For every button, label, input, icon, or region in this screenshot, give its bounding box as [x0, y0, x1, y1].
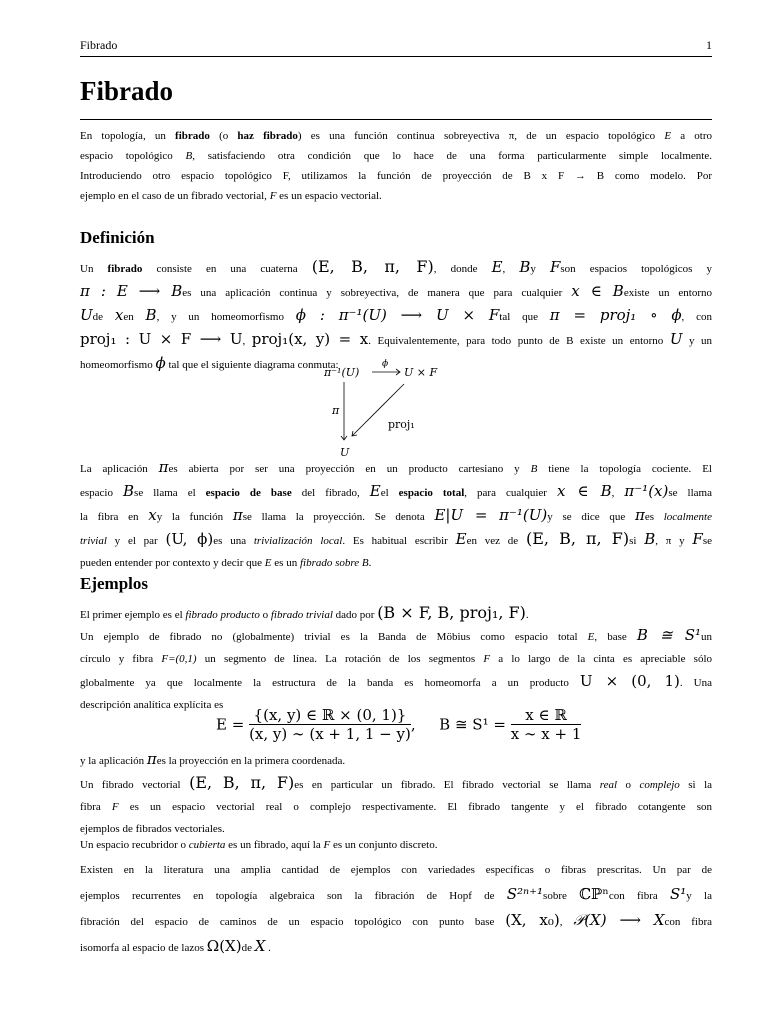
mob-line-1: Un ejemplo de fibrado no (globalmente) trivial es la Banda de Möbius como espacio total E, base B ≅ S¹un: [80, 626, 713, 644]
diagram-phi-label: ϕ: [382, 359, 389, 369]
page-number: 1: [706, 38, 712, 52]
def-line-5: homeomorfismo ϕ tal que el siguiente diagrama conmuta:: [80, 354, 339, 372]
mob-line-2: círculo y fibra F=(0,1) un segmento de línea. La rotación de los segmentos F a lo largo de la cinta es apreciable sólo: [80, 653, 713, 665]
proj-line-2: espacio Bse llama el espacio de base del fibrado, Eel espacio total, para cualquier x ∈ B, π⁻¹(x)se llama: [80, 482, 712, 500]
def-line-1: Un fibrado consiste en una cuaterna (E, B, π, F), donde E, By Fson espacios topológicos y: [80, 257, 712, 276]
eq-fraction-2: [511, 706, 582, 743]
proj-line-3: la fibra en xy la función πse llama la proyección. Se denota E|U = π⁻¹(U)y se dice que πes localmente: [80, 506, 712, 524]
section-heading-definicion: Definición: [80, 228, 155, 247]
intro-line-4: ejemplo en el caso de un fibrado vectorial, F es un espacio vectorial.: [80, 190, 382, 202]
proj-line-4: trivial y el par (U, ϕ)es una trivialización local. Es habitual escribir Een vez de (E, B, π, F)si B, π y Fse: [80, 529, 713, 548]
eq-fraction-1: [249, 706, 411, 743]
eq-comma: ,: [410, 715, 416, 734]
def-line-2: π : E ⟶ Bes una aplicación continua y sobreyectiva, de manera que para cualquier x ∈ Bexiste un entorno: [80, 282, 713, 300]
def-line-4: proj₁ : U × F ⟶ U, proj₁(x, y) = x. Equivalentemente, para todo punto de B existe un entorno U y un: [80, 330, 712, 348]
eq-mid: B ≅ S¹ =: [439, 715, 506, 734]
title-rule: [80, 119, 712, 120]
example-product: [80, 602, 712, 626]
diagram-top-left: π⁻¹(U): [324, 366, 360, 379]
diagram-proj-label: proj₁: [388, 418, 415, 431]
intro-line-2: espacio topológico B, satisfaciendo otra condición que lo hace de una forma particularmente simple localmente.: [80, 150, 712, 162]
mob-line-3: globalmente ya que localmente la estructura de la banda es homeomorfa a un producto U × (0, 1). Una: [80, 672, 712, 690]
vec-line-3: ejemplos de fibrados vectoriales.: [80, 823, 225, 835]
eq-denominator-1: (x, y) ∼ (x + 1, 1 − y): [249, 725, 411, 743]
proj-note-line: y la aplicación πes la proyección en la primera coordenada.: [80, 750, 346, 768]
running-title: Fibrado: [80, 38, 118, 52]
intro-line-1: En topología, un fibrado (o haz fibrado) es una función continua sobreyectiva π, de un espacio topológico E a otro: [80, 130, 712, 142]
proj-line-5: pueden entender por contexto y decir que E es un fibrado sobre B.: [80, 557, 372, 569]
hopf-line-3: fibración del espacio de caminos de un espacio topológico con punto base (X, x₀), 𝒫(X) ⟶ Xcon fibra: [80, 911, 712, 929]
hopf-line-2: ejemplos recurrentes en topología algebraica son la fibración de Hopf de S²ⁿ⁺¹sobre ℂℙⁿcon fibra S¹y la: [80, 885, 712, 903]
cover-line: Un espacio recubridor o cubierta es un fibrado, aquí la F es un conjunto discreto.: [80, 839, 438, 851]
vec-line-2: fibra F es un espacio vectorial real o complejo respectivamente. El fibrado tangente y el fibrado cotangente son: [80, 801, 712, 813]
vec-line-1: Un fibrado vectorial (E, B, π, F)es en particular un fibrado. El fibrado vectorial se llama real o complejo si la: [80, 773, 713, 792]
hopf-line-4: isomorfa al espacio de lazos Ω(X)de X .: [80, 937, 271, 955]
eq-numerator-2: x ∈ ℝ: [511, 706, 582, 725]
intro-paragraph: [80, 126, 712, 206]
intro-line-3: Introduciendo otro espacio topológico F, utilizamos la función de proyección de B x F → B como modelo. Por: [80, 170, 712, 182]
header-rule: [80, 56, 712, 57]
commutative-diagram: [300, 356, 500, 460]
example-covering: [80, 834, 712, 856]
projection-note: [80, 748, 712, 772]
example-vector-bundle: [80, 772, 712, 840]
eq-lhs: E =: [216, 715, 245, 734]
mob-line-4: descripción analítica explícita es: [80, 699, 224, 711]
page-title: Fibrado: [80, 76, 174, 106]
eq-numerator-1: {(x, y) ∈ ℝ × (0, 1)}: [249, 706, 411, 725]
hopf-line-1: Existen en la literatura una amplia cantidad de ejemplos con variedades específicas o fibras prescritas. Un par de: [80, 864, 712, 876]
example-mobius: [80, 624, 712, 716]
section-heading-ejemplos: Ejemplos: [80, 574, 148, 593]
diagram-top-right: U × F: [404, 366, 438, 379]
def-line-3: Ude xen B, y un homeomorfismo ϕ : π⁻¹(U) ⟶ U × Ftal que π = proj₁ ∘ ϕ, con: [80, 306, 712, 324]
diagram-bottom: U: [340, 446, 350, 459]
mobius-equation: [216, 706, 581, 743]
projection-paragraph: [80, 456, 712, 574]
proj-line-1: La aplicación πes abierta por ser una proyección en un producto cartesiano y B tiene la topología cociente. El: [80, 458, 712, 476]
diagram-pi-label: π: [332, 404, 340, 417]
running-header: [80, 38, 712, 53]
example-hopf: [80, 858, 712, 960]
eq-denominator-2: x ∼ x + 1: [510, 725, 582, 743]
ex1-line: El primer ejemplo es el fibrado producto o fibrado trivial dado por (B × F, B, proj₁, F).: [80, 603, 529, 622]
diagram-svg: [300, 356, 500, 460]
